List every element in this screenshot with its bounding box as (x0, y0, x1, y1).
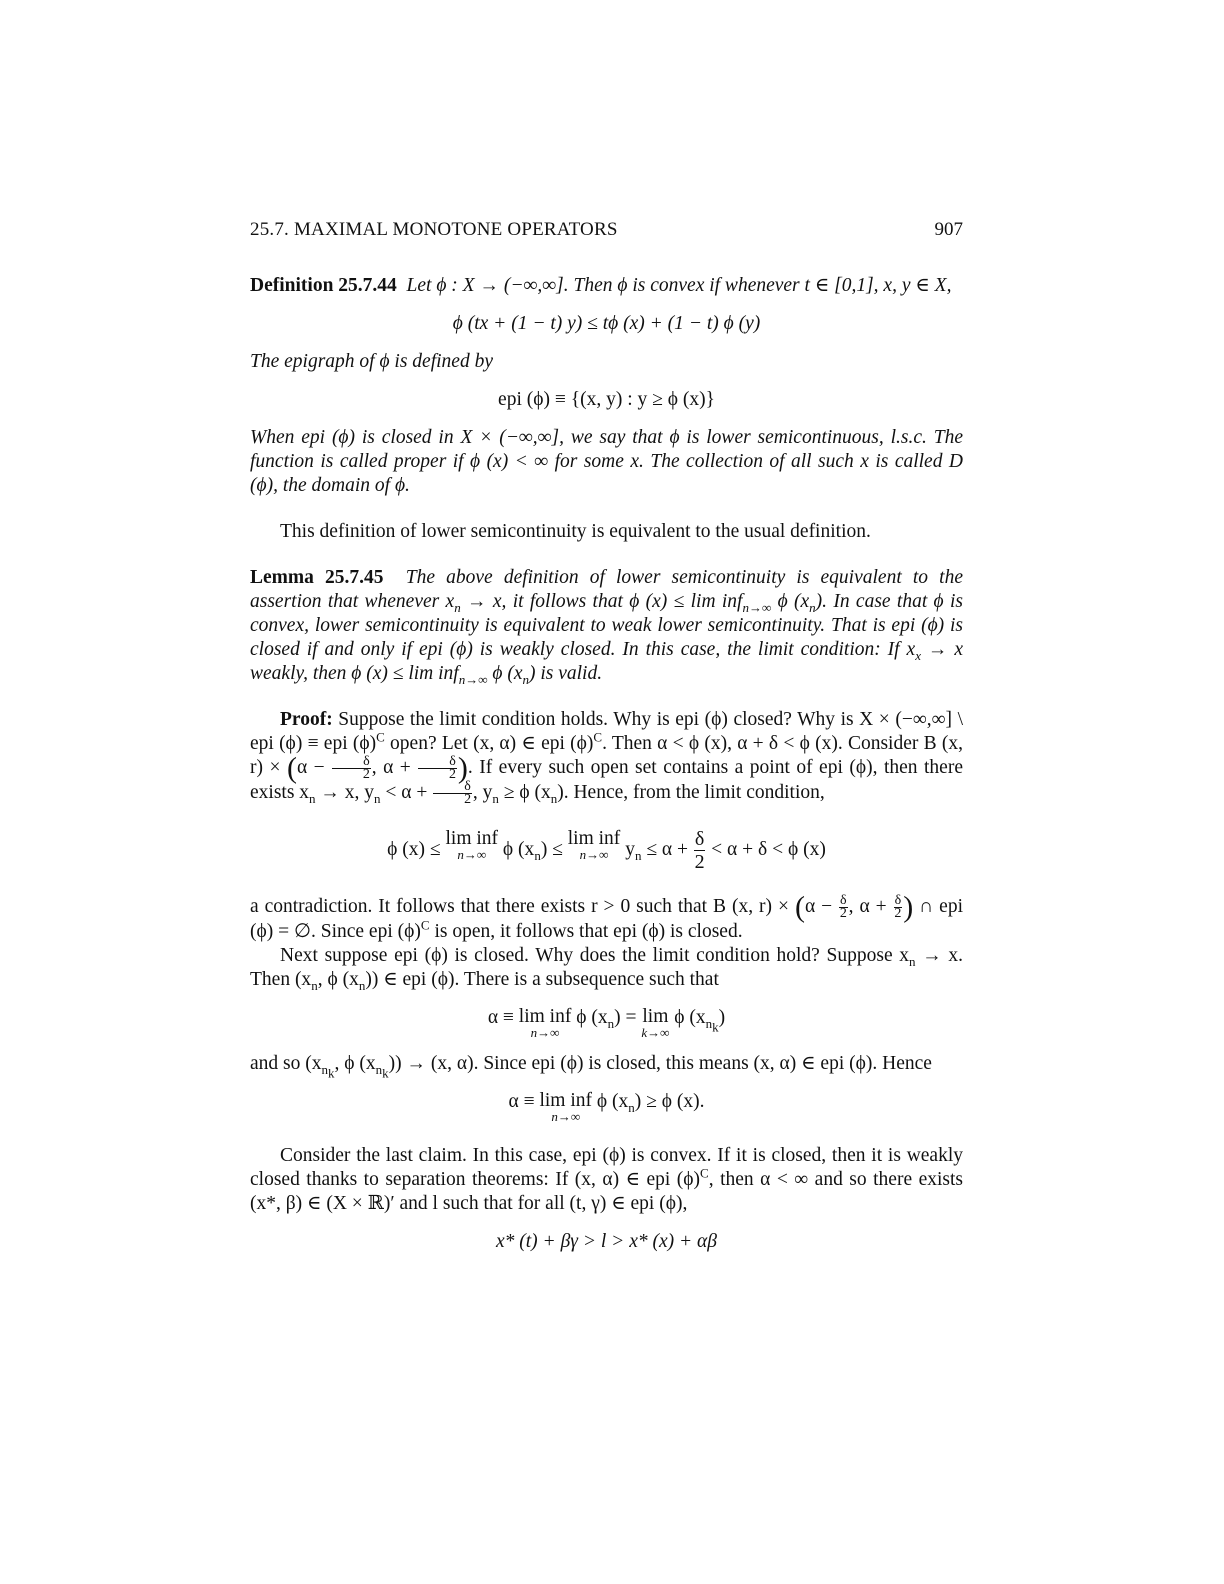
definition-closing: When epi (ϕ) is closed in X × (−∞,∞], we say that ϕ is lower semicontinuous, l.s.c. The function is called proper if ϕ (x) < ∞ for some x. The collection of all such x is called D (ϕ), the domain of ϕ. (250, 427, 963, 496)
definition-label: Definition 25.7.44 (250, 275, 397, 296)
proof-paragraph-3: Next suppose epi (ϕ) is closed. Why does the limit condition hold? Suppose $x_n \to x$. Then ($x_n$, ϕ $(x_n)$) ∈ epi (ϕ). There is a subsequence such that (250, 945, 963, 993)
fraction: $\frac{\delta}{2}$ (839, 893, 847, 922)
remark: This definition of lower semicontinuity is equivalent to the usual definition. (280, 521, 871, 542)
page (250, 218, 963, 1268)
liminf-inequality: α ≡ lim inf n→∞ ϕ $(x_n) \ge \phi$ (x). (508, 1090, 705, 1125)
epigraph-intro: The epigraph of ϕ is defined by (250, 351, 493, 372)
limit-chain-equation: ϕ (x) ≤ lim inf n→∞ ϕ $(x_n) \le \lim$ inf n→∞ $y_n \le \alpha$ + $\frac{\delta}{2}$ < α + δ < ϕ (x) (387, 828, 826, 874)
section-title: 25.7. MAXIMAL MONOTONE OPERATORS (250, 219, 618, 240)
convexity-inequality: ϕ (tx + (1 − t) y) ≤ tϕ (x) + (1 − t) ϕ (y) (452, 313, 761, 334)
fraction: $\frac{\delta}{2}$ (418, 756, 457, 781)
separation-inequality: x* (t) + βγ > l > x* (x) + αβ (495, 1231, 717, 1253)
definition (250, 274, 963, 498)
fraction: $\frac{\delta}{2}$ (332, 756, 371, 781)
epigraph-equation: epi (ϕ) ≡ {(x, y) : y ≥ ϕ (x)} (498, 389, 715, 410)
proof-label: Proof: (280, 709, 333, 730)
running-head (250, 218, 963, 242)
subsequence-equation: α ≡ lim inf n→∞ ϕ $(x_n) = \lim$ k→∞ ϕ $(x_{n_k})$ (487, 1006, 726, 1041)
definition-intro: Let ϕ : X → (−∞,∞]. Then ϕ is convex if whenever t ∈ [0,1], x, y ∈ X, (406, 275, 952, 296)
proof-paragraph-1: Proof: Suppose the limit condition holds. Why is epi (ϕ) closed? Why is X × (−∞,∞] \ epi (ϕ) ≡ epi $(\phi)^C$ open? Let (x, α) ∈ epi $(\phi)^C$. Then α < ϕ (x), α + δ < ϕ (x). Consider B (x, r) × (α − $\frac{\delta}{2}$ , α + $\frac{\delta}{2}$ ). If every such open set contains a point of epi (ϕ), then there exists $x_n \to x$, $y_n < \alpha$ + $\frac{\delta}{2}$ , $y_n \ge \phi$ $(x_n)$. Hence, from the limit condition, (250, 709, 963, 808)
fraction: $\frac{\delta}{2}$ (894, 893, 902, 922)
lemma-label: Lemma 25.7.45 (250, 567, 384, 588)
fraction: $\frac{\delta}{2}$ (694, 828, 705, 874)
fraction: $\frac{\delta}{2}$ (433, 781, 472, 806)
proof-paragraph-2: a contradiction. It follows that there exists r > 0 such that B (x, r) × (α − $\frac{\delta}{2}$ , α + $\frac{\delta}{2}$ ) ∩ epi (ϕ) = ∅. Since epi $(\phi)^C$ is open, it follows that epi (ϕ) is closed. (250, 890, 964, 943)
proof-paragraph-5: Consider the last claim. In this case, epi (ϕ) is convex. If it is closed, then it is weakly closed thanks to separation theorems: If (x, α) ∈ epi $(\phi)^C$, then α < ∞ and so there exists (x*, β) ∈ (X × ℝ)′ and l such that for all (t, γ) ∈ epi (ϕ), (250, 1145, 963, 1215)
proof-paragraph-4: and so ($x_{n_k}$, ϕ $(x_{n_k})) \to (x$, α). Since epi (ϕ) is closed, this means (x, α) ∈ epi (ϕ). Hence (250, 1053, 932, 1081)
page-number: 907 (934, 219, 963, 240)
lemma: Lemma 25.7.45 The above definition of lower semicontinuity is equivalent to the assertion that whenever $x_n \to x$, it follows that ϕ (x) ≤ lim inf$_{n\to\infty}$ ϕ $(x_n)$. In case that ϕ is convex, lower semicontinuity is equivalent to weak lower semicontinuity. That is epi (ϕ) is closed if and only if epi (ϕ) is weakly closed. In this case, the limit condition: If $x_x \to x$ weakly, then ϕ (x) ≤ lim inf$_{n\to\infty}$ ϕ $(x_n)$ is valid. (250, 567, 963, 687)
